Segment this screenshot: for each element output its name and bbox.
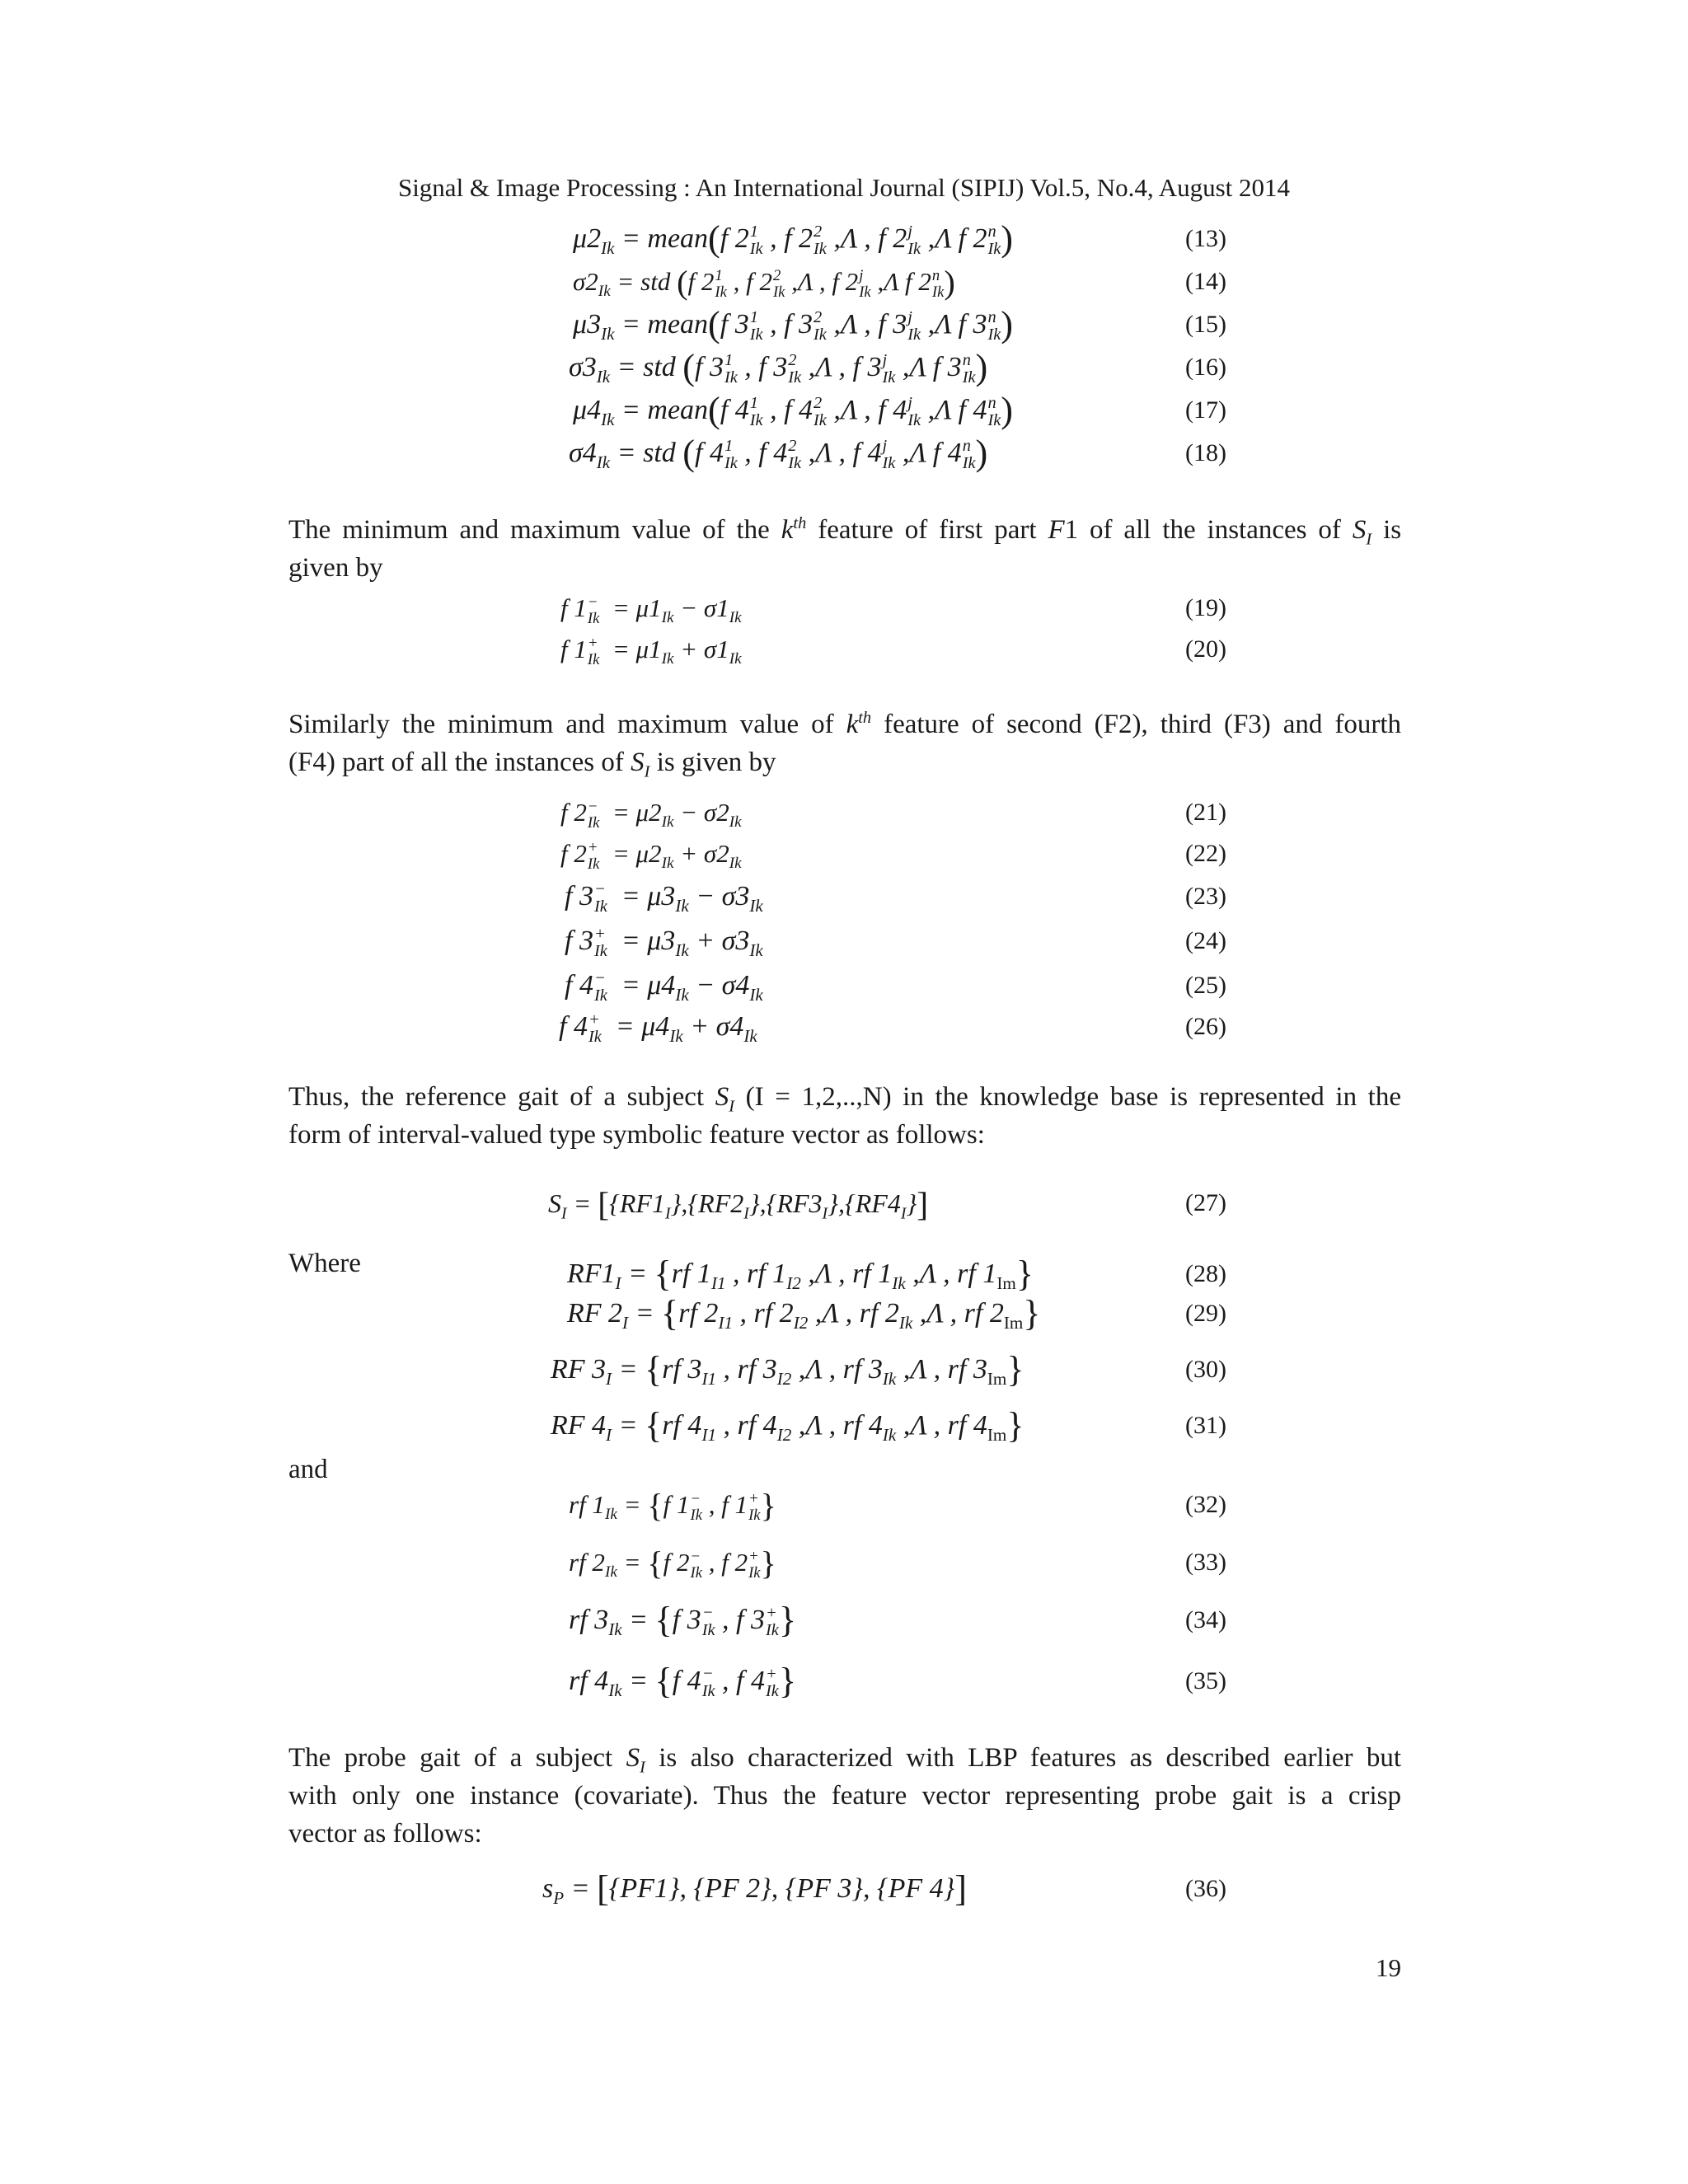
equation-number: (30) xyxy=(1185,1356,1226,1383)
page-number: 19 xyxy=(1376,1953,1401,1982)
equation-number: (35) xyxy=(1185,1667,1226,1694)
equation-number: (34) xyxy=(1185,1606,1226,1633)
equation-15: $\mu 3_{Ik}$ = mean(f 3 1 Ik , f 3 2 Ik ,Λ , f 3 j Ik ,Λ f 3 n Ik ) (15) xyxy=(0,302,1688,348)
equation-number: (23) xyxy=(1185,883,1226,910)
equation-30: RF $3_I = \{rf$ $3_{I1}$ , rf $3_{I2}$ ,Λ , rf $3_{Ik}$ ,Λ , rf $3_{Im}$} (30) xyxy=(0,1347,1688,1393)
equation-number: (26) xyxy=(1185,1013,1226,1040)
equation-27: $S_I = [\{RF1_I\},\{RF2_I\},\{RF3_I\},\{RF4_I\}]$ (27) xyxy=(0,1180,1688,1226)
equation-26: f 4 + Ik = $\mu 4_{Ik} + \sigma 4_{Ik}$ (26) xyxy=(0,1004,1688,1050)
equation-number: (14) xyxy=(1185,268,1226,295)
equation-16: $\sigma 3_{Ik}$ = std (f 3 1 Ik , f 3 2 Ik ,Λ , f 3 j Ik ,Λ f 3 n Ik ) (16) xyxy=(0,344,1688,391)
equation-17: $\mu 4_{Ik}$ = mean(f 4 1 Ik , f 4 2 Ik ,Λ , f 4 j Ik ,Λ f 4 n Ik ) (17) xyxy=(0,387,1688,434)
equation-36: $s_P = [\{PF1\}$, {PF 2}, {PF 3}, {PF 4}] (36) xyxy=(0,1866,1688,1912)
equation-29: RF $2_I = \{rf$ $2_{I1}$ , rf $2_{I2}$ ,Λ , rf $2_{Ik}$ ,Λ , rf $2_{Im}$} (29) xyxy=(0,1291,1688,1337)
equation-33: rf $2_{Ik} = \{f$ 2 − Ik , f 2 + Ik } (33) xyxy=(0,1540,1688,1586)
equation-34: rf $3_{Ik} = \{f$ 3 − Ik , f 3 + Ik } (34) xyxy=(0,1597,1688,1643)
equation-32: rf $1_{Ik} = \{f$ 1 − Ik , f 1 + Ik } (32) xyxy=(0,1482,1688,1528)
paragraph-min-max: The minimum and maximum value of the $k^{th}$ feature of first part F1 of all the instances of $S_I$ is given by xyxy=(288,514,1402,583)
equation-31: RF $4_I = \{rf$ $4_{I1}$ , rf $4_{I2}$ ,Λ , rf $4_{Ik}$ ,Λ , rf $4_{Im}$} (31) xyxy=(0,1403,1688,1449)
equation-28: $RF1_I = \{rf$ $1_{I1}$ , rf $1_{I2}$ ,Λ , rf $1_{Ik}$ ,Λ , rf $1_{Im}$} (28) xyxy=(0,1251,1688,1297)
equation-18: $\sigma 4_{Ik}$ = std (f 4 1 Ik , f 4 2 Ik ,Λ , f 4 j Ik ,Λ f 4 n Ik ) (18) xyxy=(0,430,1688,476)
equation-24: f 3 + Ik = $\mu 3_{Ik} + \sigma 3_{Ik}$ (24) xyxy=(0,918,1688,964)
equation-number: (17) xyxy=(1185,396,1226,424)
equation-number: (20) xyxy=(1185,635,1226,663)
equation-number: (29) xyxy=(1185,1300,1226,1327)
equation-number: (32) xyxy=(1185,1491,1226,1518)
and-label: and xyxy=(288,1455,328,1484)
equation-22: f 2 + Ik = $\mu 2_{Ik} + \sigma 2_{Ik}$ (22) xyxy=(0,831,1688,877)
equation-19: f 1 − Ik = $\mu 1_{Ik} - \sigma 1_{Ik}$ (19) xyxy=(0,585,1688,631)
where-label: Where xyxy=(288,1249,361,1278)
equation-number: (31) xyxy=(1185,1412,1226,1439)
equation-20: f 1 + Ik = $\mu 1_{Ik} + \sigma 1_{Ik}$ (20) xyxy=(0,626,1688,673)
equation-number: (24) xyxy=(1185,927,1226,954)
equation-number: (25) xyxy=(1185,972,1226,999)
equation-number: (13) xyxy=(1185,225,1226,252)
equation-13: $\mu 2_{Ik}$ = mean(f 2 1 Ik , f 2 2 Ik ,Λ , f 2 j Ik ,Λ f 2 n Ik ) (13) xyxy=(0,216,1688,262)
equation-number: (21) xyxy=(1185,799,1226,826)
paragraph-reference-gait: Thus, the reference gait of a subject $S_I$ (I = 1,2,..,N) in the knowledge base is represented in the form of interval-valued type symbolic feature vector as follows: xyxy=(288,1082,1402,1150)
equation-number: (18) xyxy=(1185,439,1226,466)
equation-number: (22) xyxy=(1185,840,1226,867)
equation-number: (28) xyxy=(1185,1260,1226,1287)
journal-header: Signal & Image Processing : An International Journal (SIPIJ) Vol.5, No.4, August 2014 xyxy=(397,173,1291,202)
equation-21: f 2 − Ik = $\mu 2_{Ik} - \sigma 2_{Ik}$ (21) xyxy=(0,790,1688,836)
paragraph-similarly: Similarly the minimum and maximum value of $k^{th}$ feature of second (F2), third (F3) and fourth (F4) part of all the instances of $S_I$ is given by xyxy=(288,709,1401,781)
equation-number: (19) xyxy=(1185,594,1226,621)
equation-35: rf $4_{Ik} = \{f$ 4 − Ik , f 4 + Ik } (35) xyxy=(0,1658,1688,1704)
equation-25: f 4 − Ik = $\mu 4_{Ik} - \sigma 4_{Ik}$ (25) xyxy=(0,963,1688,1009)
equation-23: f 3 − Ik = $\mu 3_{Ik} - \sigma 3_{Ik}$ (23) xyxy=(0,874,1688,920)
equation-number: (36) xyxy=(1185,1875,1226,1902)
equation-14: $\sigma 2_{Ik}$ = std (f 2 1 Ik , f 2 2 Ik ,Λ , f 2 j Ik ,Λ f 2 n Ik ) (14) xyxy=(0,259,1688,305)
equation-number: (15) xyxy=(1185,311,1226,338)
equation-number: (33) xyxy=(1185,1549,1226,1576)
equation-number: (16) xyxy=(1185,354,1226,381)
paragraph-probe-gait: The probe gait of a subject $S_I$ is also characterized with LBP features as described earlier but with only one instance (covariate). Thus the feature vector representing probe gait is a crisp vector as follows: xyxy=(288,1743,1402,1849)
equation-number: (27) xyxy=(1185,1189,1226,1216)
